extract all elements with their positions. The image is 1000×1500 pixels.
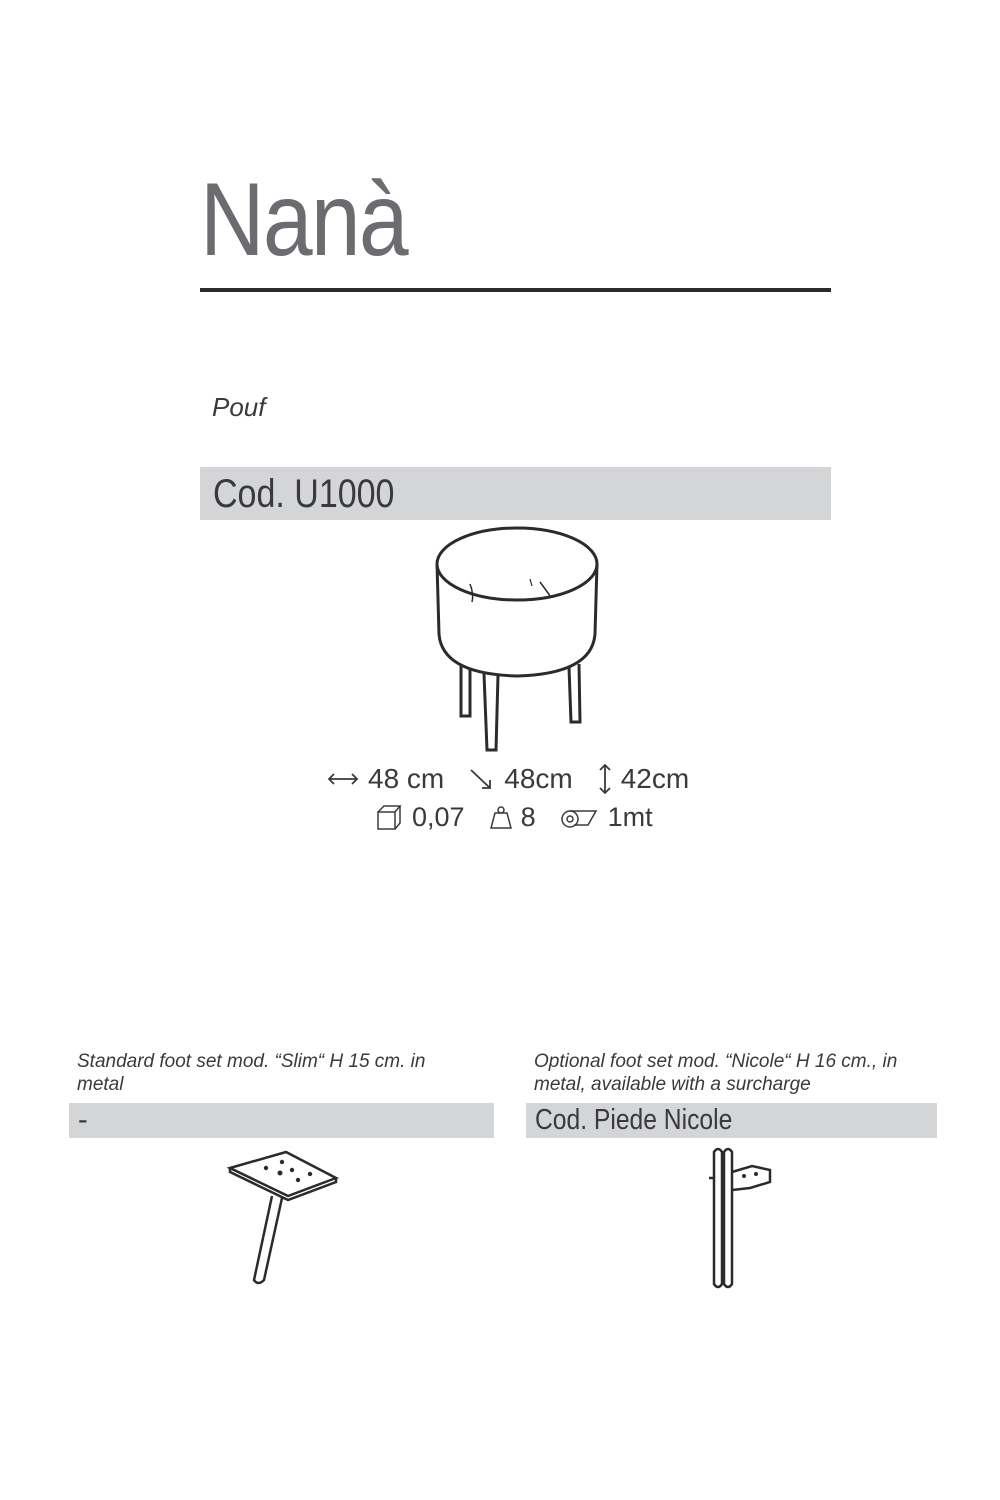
optional-foot-caption: Optional foot set mod. “Nicole“ H 16 cm., in metal, available with a surcharge [534, 1051, 898, 1095]
slim-foot-illustration [226, 1148, 342, 1288]
dimension-depth: 48cm [504, 763, 573, 794]
optional-foot-code: Cod. Piede Nicole [535, 1104, 733, 1136]
weight-icon [489, 805, 513, 831]
spec-volume: 0,07 [412, 802, 465, 832]
product-code: Cod. U1000 [213, 472, 395, 516]
fabric-roll-icon [560, 805, 598, 831]
standard-foot-code-bar [69, 1103, 494, 1138]
product-type: Pouf [212, 392, 266, 422]
product-code-bar [200, 467, 831, 520]
nicole-foot-illustration [704, 1144, 776, 1294]
optional-foot-code-bar [526, 1103, 937, 1138]
specs-row [376, 802, 653, 833]
title-divider [200, 288, 831, 292]
depth-arrow-icon [468, 767, 494, 791]
product-title: Nanà [200, 162, 407, 278]
dimension-height: 42cm [620, 763, 690, 794]
spec-fabric: 1mt [607, 802, 653, 832]
height-arrow-icon [597, 762, 613, 796]
volume-box-icon [376, 804, 402, 832]
width-arrow-icon [326, 770, 360, 788]
standard-foot-code: - [78, 1104, 88, 1136]
standard-foot-caption: Standard foot set mod. “Slim“ H 15 cm. in metal [77, 1051, 426, 1095]
dimension-width: 48 cm [368, 763, 445, 794]
spec-weight: 8 [520, 802, 536, 832]
dimensions-row [326, 762, 689, 796]
pouf-illustration [430, 524, 605, 756]
